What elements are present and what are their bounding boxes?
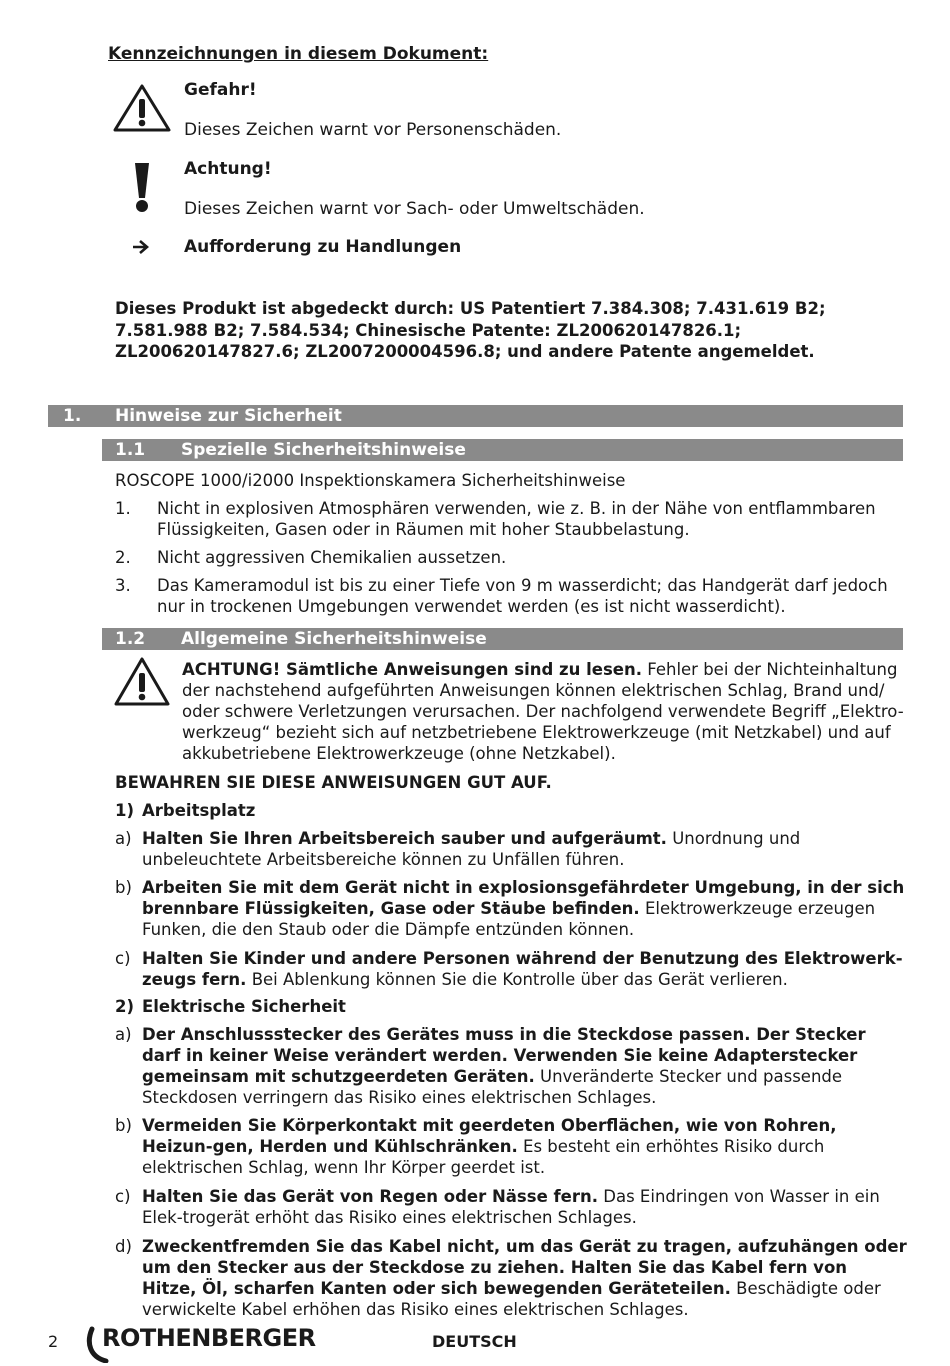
list-letter: b) bbox=[115, 1116, 132, 1135]
list-text: Beschädigte oder verwickelte Kabel erhöhen das Risiko eines elektrischen Schlages. bbox=[142, 1279, 881, 1319]
list-text: Elektrowerkzeuge erzeugen Funken, die den Staub oder die Dämpfe entzünden können. bbox=[142, 899, 876, 939]
section-1-2-title: Allgemeine Sicherheitshinweise bbox=[181, 629, 487, 649]
list-letter: a) bbox=[115, 829, 132, 848]
list-text: Nicht in explosiven Atmosphären verwenden, wie z. B. in der Nähe von entflammbaren Flüssigkeiten, Gasen oder in Räumen mit hoher Staubbelastung. bbox=[157, 499, 876, 539]
list-number: 1. bbox=[115, 499, 131, 518]
list-text: Es besteht ein erhöhtes Risiko durch elektrischen Schlag, wenn Ihr Körper geerdet ist. bbox=[142, 1137, 825, 1177]
danger-heading: Gefahr! bbox=[184, 80, 257, 100]
list-bold-text: Halten Sie Kinder und andere Personen während der Benutzung des Elektrowerk-zeugs fern. bbox=[142, 949, 903, 989]
caution-heading: Achtung! bbox=[184, 159, 272, 179]
warning-text: Fehler bei der Nichteinhaltung der nachstehend aufgeführten Anweisungen können elektrischen Schlag, Brand und/ oder schwere Verletzungen verursachen. Der nachfolgend verwendete Begriff „Elektro-werkzeug“ bezieht sich auf netzbetriebene Elektrowerkzeuge (mit Netzkabel) und auf akkubetriebene Elektrowerkzeuge (ohne Netzkabel). bbox=[182, 660, 904, 763]
list-text: Das Kameramodul ist bis zu einer Tiefe von 9 m wasserdicht; das Handgerät darf jedoch nur in trockenen Umgebungen verwendet werden (es ist nicht wasserdicht). bbox=[157, 576, 888, 616]
warning-triangle-icon bbox=[113, 656, 171, 708]
list-text: Unveränderte Stecker und passende Steckdosen verringern das Risiko eines elektrischen Schlages. bbox=[142, 1067, 843, 1107]
section-1-1-title: Spezielle Sicherheitshinweise bbox=[181, 440, 466, 460]
general-warning bbox=[182, 659, 904, 764]
caution-text: Dieses Zeichen warnt vor Sach- oder Umweltschäden. bbox=[184, 199, 645, 219]
danger-text: Dieses Zeichen warnt vor Personenschäden. bbox=[184, 120, 562, 140]
keep-instructions: BEWAHREN SIE DIESE ANWEISUNGEN GUT AUF. bbox=[115, 773, 552, 792]
list-text: Das Eindringen von Wasser in ein Elek-trogerät erhöht das Risiko eines elektrischen Schlages. bbox=[142, 1187, 880, 1227]
list-number: 2. bbox=[115, 548, 131, 567]
section-1-bar bbox=[48, 405, 903, 427]
subsection-number: 1) bbox=[115, 801, 135, 820]
list-bold-text: Arbeiten Sie mit dem Gerät nicht in explosionsgefährdeter Umgebung, in der sich brennbare Flüssigkeiten, Gase oder Stäube befinden. bbox=[142, 878, 905, 918]
page-number: 2 bbox=[48, 1332, 59, 1351]
section-1-1-intro: ROSCOPE 1000/i2000 Inspektionskamera Sicherheitshinweise bbox=[115, 471, 626, 490]
subsection-title: Elektrische Sicherheit bbox=[142, 997, 346, 1016]
list-letter: b) bbox=[115, 878, 132, 897]
section-1-2-bar bbox=[102, 628, 903, 650]
list-bold-text: Der Anschlussstecker des Gerätes muss in die Steckdose passen. Der Stecker darf in keiner Weise verändert werden. Verwenden Sie keine Adapterstecker gemeinsam mit schutzgeerdeten Geräten. bbox=[142, 1025, 866, 1086]
footer-language: DEUTSCH bbox=[432, 1332, 517, 1351]
subsection-number: 2) bbox=[115, 997, 135, 1016]
exclamation-icon bbox=[132, 160, 152, 214]
section-1-2-number: 1.2 bbox=[115, 629, 146, 649]
list-bold-text: Halten Sie das Gerät von Regen oder Nässe fern. bbox=[142, 1187, 599, 1206]
warning-triangle-icon bbox=[112, 83, 172, 133]
section-1-number: 1. bbox=[63, 406, 82, 426]
arrow-right-icon bbox=[132, 240, 150, 254]
list-text: Bei Ablenkung können Sie die Kontrolle über das Gerät verlieren. bbox=[246, 970, 788, 989]
warning-bold-text: ACHTUNG! Sämtliche Anweisungen sind zu lesen. bbox=[182, 660, 642, 679]
patent-notice: Dieses Produkt ist abgedeckt durch: US Patentiert 7.384.308; 7.431.619 B2; 7.581.988 B2; 7.584.534; Chinesische Patente: ZL200620147826.1; ZL200620147827.6; ZL2007200004596.8; und andere Patente angemeldet. bbox=[115, 299, 826, 361]
section-1-1-bar bbox=[102, 439, 903, 461]
list-number: 3. bbox=[115, 576, 131, 595]
list-letter: c) bbox=[115, 1187, 131, 1206]
list-letter: a) bbox=[115, 1025, 132, 1044]
list-bold-text: Halten Sie Ihren Arbeitsbereich sauber und aufgeräumt. bbox=[142, 829, 667, 848]
section-1-title: Hinweise zur Sicherheit bbox=[115, 406, 342, 426]
list-bold-text: Zweckentfremden Sie das Kabel nicht, um das Gerät zu tragen, aufzuhängen oder um den Stecker aus der Steckdose zu ziehen. Halten Sie das Kabel fern von Hitze, Öl, scharfen Kanten oder sich bewegenden Geräteteilen. bbox=[142, 1237, 907, 1298]
list-letter: c) bbox=[115, 949, 131, 968]
subsection-title: Arbeitsplatz bbox=[142, 801, 256, 820]
legend-title: Kennzeichnungen in diesem Dokument: bbox=[108, 44, 489, 64]
logo-wordmark: ROTHENBERGER bbox=[102, 1324, 316, 1352]
section-1-1-number: 1.1 bbox=[115, 440, 146, 460]
list-text: Nicht aggressiven Chemikalien aussetzen. bbox=[157, 548, 507, 567]
list-bold-text: Vermeiden Sie Körperkontakt mit geerdeten Oberflächen, wie von Rohren, Heizun-gen, Herden und Kühlschränken. bbox=[142, 1116, 837, 1156]
action-heading: Aufforderung zu Handlungen bbox=[184, 237, 462, 257]
list-letter: d) bbox=[115, 1237, 132, 1256]
list-text: Unordnung und unbeleuchtete Arbeitsbereiche können zu Unfällen führen. bbox=[142, 829, 801, 869]
